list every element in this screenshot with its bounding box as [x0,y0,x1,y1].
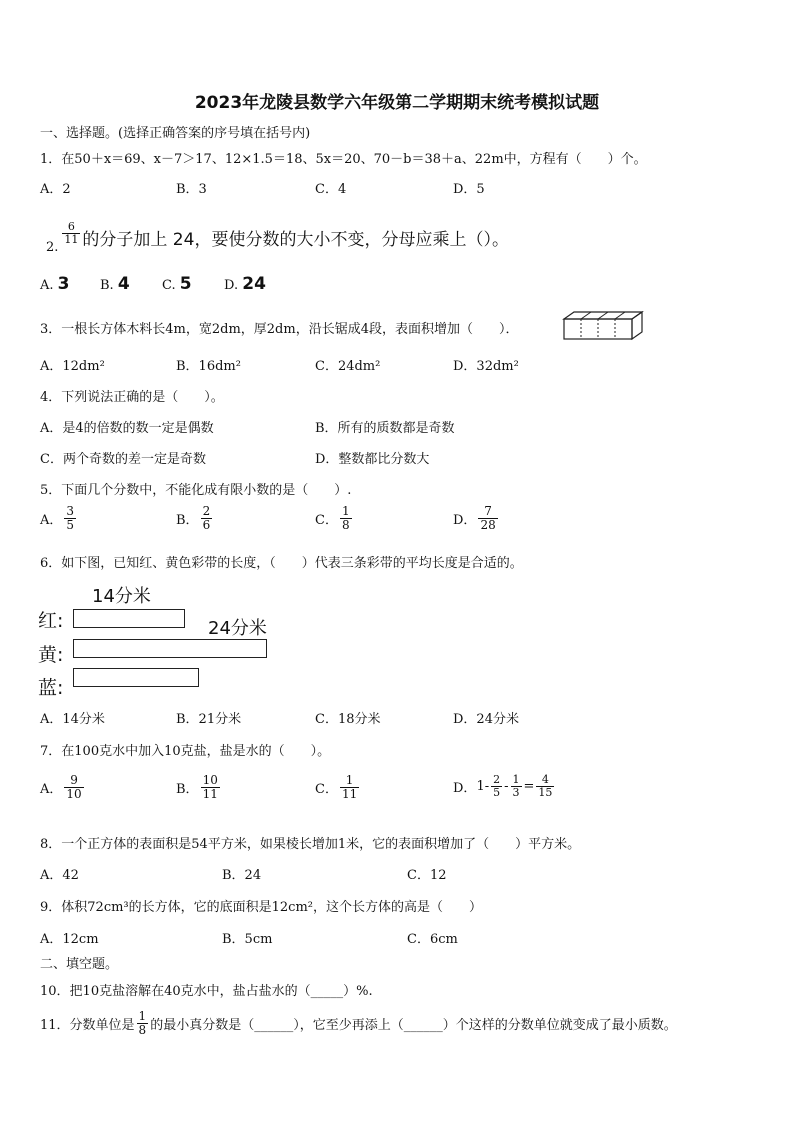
option-d-label: D. [224,278,239,293]
question-2-option-c [162,274,192,294]
option-b-fraction [201,774,220,800]
option-b-label: B． [176,512,199,528]
option-a-fraction [64,505,76,531]
question-7-option-a [40,774,86,800]
option-c-label: C． [315,512,338,528]
question-4-option-a: A．是4的倍数的数一定是偶数 [40,421,214,436]
numerator: 2 [202,504,211,518]
question-6-option-a: A．14分米 [40,712,105,727]
cuboid-figure [560,309,644,343]
question-5-option-b [176,505,214,531]
question-3-text: 3．一根长方体木料长4m，宽2dm，厚2dm，沿长锯成4段，表面积增加（ ）． [40,322,519,337]
denominator: 5 [493,785,501,799]
option-b-fraction [201,505,213,531]
question-10-text: 10．把10克盐溶解在40克水中，盐占盐水的（_____）%. [40,984,373,999]
question-3-option-d: D．32dm² [453,359,519,374]
numerator: 1 [512,773,520,786]
question-2-option-a [40,274,70,294]
numerator: 2 [493,773,501,786]
option-d-value: 24 [242,274,266,294]
option-a-label: A. [40,278,54,293]
option-c-value: 5 [179,274,192,294]
question-6-option-c: C．18分米 [315,712,381,727]
question-5-text: 5．下面几个分数中，不能化成有限小数的是（ ）. [40,483,352,498]
yellow-ribbon-label: 黄: [38,644,64,666]
option-c-label: C. [162,278,176,293]
question-11-fraction [137,1010,149,1036]
numerator: 9 [70,773,78,787]
option-c-fraction [340,505,352,531]
question-9-text: 9．体积72cm³的长方体，它的底面积是12cm²，这个长方体的高是（ ） [40,900,482,915]
question-11-suffix: 的最小真分数是（______），它至少再添上（______）个这样的分数单位就变成了最小质数。 [150,1017,677,1033]
question-4-option-c: C．两个奇数的差一定是奇数 [40,452,206,467]
denominator: 5 [66,517,75,532]
denominator: 15 [538,785,553,799]
option-d-label: D． [453,512,477,528]
question-9-option-a: A．12cm [40,932,99,947]
option-b-label: B． [176,781,199,797]
question-4-option-d: D．整数都比分数大 [315,452,430,467]
question-9-option-c: C．6cm [407,932,458,947]
question-2-body: 的分子加上 24，要使分数的大小不变，分母应乘上（）。 [82,230,509,250]
denominator: 11 [341,786,358,801]
section-fill-heading: 二、填空题。 [40,957,119,972]
page-title: 2023年龙陵县数学六年级第二学期期末统考模拟试题 [194,93,600,113]
fraction-2-5 [491,774,502,798]
question-8-option-c: C．12 [407,868,447,883]
question-2-fraction [62,221,80,245]
question-2-text [46,212,509,255]
question-6-text: 6．如下图，已知红、黄色彩带的长度，（ ）代表三条彩带的平均长度是合适的。 [40,556,523,571]
question-8-text: 8．一个正方体的表面积是54平方米，如果棱长增加1米，它的表面积增加了（ ）平方米。 [40,837,581,852]
yellow-ribbon-length-label: 24分米 [208,618,267,639]
section-choice-heading: 一、选择题。(选择正确答案的序号填在括号内) [40,126,311,141]
question-4-text: 4．下列说法正确的是（ ）。 [40,390,224,405]
numerator: 1 [341,504,350,518]
denominator: 28 [480,517,496,532]
denominator: 11 [202,786,218,801]
minus-sign: - [504,778,509,794]
question-1-option-c: C．4 [315,182,347,197]
red-ribbon-length-label: 14分米 [92,586,151,607]
option-b-label: B. [100,278,114,293]
question-7-option-c [315,774,361,800]
question-11-text [40,1010,677,1036]
option-a-value: 3 [57,274,70,294]
option-c-label: C． [315,781,338,797]
question-4-option-b: B．所有的质数都是奇数 [315,421,455,436]
question-2-number: 2. [46,240,59,255]
question-2-fraction-denominator: 11 [64,233,79,246]
equals-sign: = [523,778,535,794]
option-a-label: A． [40,512,63,528]
one-minus: 1- [476,778,490,794]
blue-ribbon-bar [73,668,199,687]
option-a-fraction [64,774,83,800]
question-7-option-b [176,774,222,800]
numerator: 7 [484,504,492,518]
denominator: 3 [512,785,520,799]
option-c-fraction [340,774,359,800]
question-7-option-d [453,774,556,798]
question-8-option-b: B．24 [222,868,262,883]
question-1-option-d: D．5 [453,182,485,197]
question-1-text: 1．在50＋x＝69、x－7＞17、12×1.5＝18、5x＝20、70－b＝38＋a、22m中，方程有（ ）个。 [40,152,647,167]
denominator: 8 [138,1022,147,1037]
question-8-option-a: A．42 [40,868,79,883]
numerator: 1 [345,773,354,787]
numerator: 3 [66,504,75,518]
yellow-ribbon-bar [73,639,267,658]
numerator: 4 [541,773,549,786]
question-3-option-b: B．16dm² [176,359,241,374]
question-3-option-a: A．12dm² [40,359,105,374]
question-6-option-d: D．24分米 [453,712,519,727]
denominator: 8 [341,517,350,532]
question-9-option-b: B．5cm [222,932,273,947]
question-2-option-b [100,274,130,294]
denominator: 10 [66,786,82,801]
red-ribbon-label: 红: [38,610,64,632]
question-2-option-d [224,274,266,294]
question-5-option-a [40,505,78,531]
question-11-prefix: 11．分数单位是 [40,1017,135,1033]
question-3-option-c: C．24dm² [315,359,381,374]
question-6-option-b: B．21分米 [176,712,242,727]
numerator: 1 [138,1009,147,1023]
option-a-label: A． [40,781,63,797]
option-b-value: 4 [117,274,130,294]
fraction-4-15 [536,774,554,798]
question-5-option-d [453,505,500,531]
red-ribbon-bar [73,609,185,628]
option-d-fraction [478,505,497,531]
question-1-option-a: A．2 [40,182,71,197]
question-7-text: 7．在100克水中加入10克盐，盐是水的（ ）。 [40,744,331,759]
fraction-1-3 [511,774,522,798]
numerator: 10 [202,773,218,787]
blue-ribbon-label: 蓝: [38,677,64,699]
denominator: 6 [202,517,211,532]
question-2-fraction-numerator: 6 [67,220,75,234]
question-5-option-c [315,505,354,531]
question-1-option-b: B．3 [176,182,207,197]
option-d-label: D． [453,780,477,796]
